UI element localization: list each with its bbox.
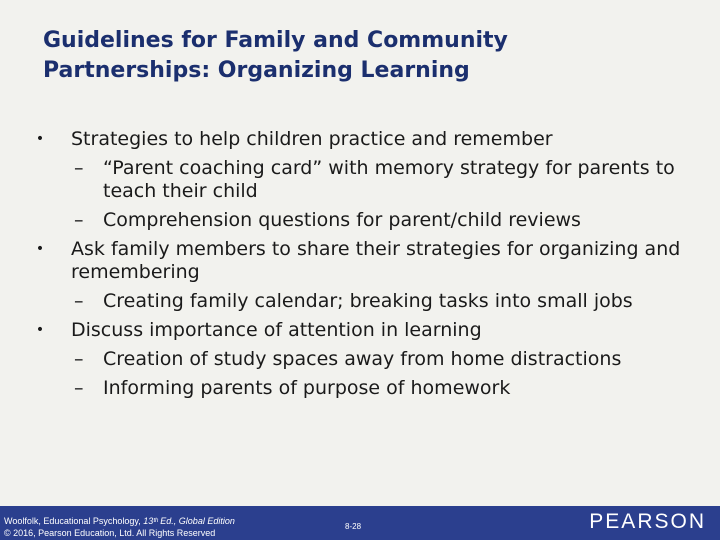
sub-bullet-item <box>30 290 710 313</box>
bullet-list <box>30 128 710 406</box>
credit-prefix: Woolfolk, Educational Psychology, <box>4 516 144 526</box>
dash-icon: – <box>74 157 84 179</box>
footer-bar <box>0 506 720 540</box>
bullet-text: Discuss importance of attention in learning <box>71 319 482 341</box>
dash-icon: – <box>74 209 84 231</box>
bullet-item <box>30 238 710 284</box>
sub-bullet-item <box>30 348 710 371</box>
bullet-text: Ask family members to share their strategies for organizing and remembering <box>71 238 681 283</box>
sub-bullet-text: Creating family calendar; breaking tasks into small jobs <box>103 290 633 312</box>
footer-credit <box>4 515 235 539</box>
bullet-item <box>30 128 710 151</box>
dash-icon: – <box>74 377 84 399</box>
sub-bullet-item <box>30 209 710 232</box>
dash-icon: – <box>74 348 84 370</box>
bullet-text: Strategies to help children practice and remember <box>71 128 553 150</box>
title-line-1: Guidelines for Family and Community <box>43 28 508 53</box>
copyright-text: © 2016, Pearson Education, Ltd. All Rights Reserved <box>4 528 216 538</box>
sub-bullet-item <box>30 377 710 400</box>
pearson-logo: PEARSON <box>589 510 706 533</box>
credit-edition: 13ᵗʰ Ed., Global Edition <box>143 516 235 526</box>
bullet-icon: • <box>35 322 45 338</box>
dash-icon: – <box>74 290 84 312</box>
sub-bullet-text: “Parent coaching card” with memory strategy for parents to teach their child <box>103 157 675 202</box>
slide-number: 8-28 <box>345 522 362 531</box>
sub-bullet-item <box>30 157 710 203</box>
slide-title <box>43 26 683 86</box>
title-line-2: Partnerships: Organizing Learning <box>43 58 470 83</box>
sub-bullet-text: Comprehension questions for parent/child reviews <box>103 209 581 231</box>
sub-bullet-text: Creation of study spaces away from home distractions <box>103 348 622 370</box>
sub-bullet-text: Informing parents of purpose of homework <box>103 377 511 399</box>
bullet-item <box>30 319 710 342</box>
bullet-icon: • <box>35 241 45 257</box>
bullet-icon: • <box>35 131 45 147</box>
